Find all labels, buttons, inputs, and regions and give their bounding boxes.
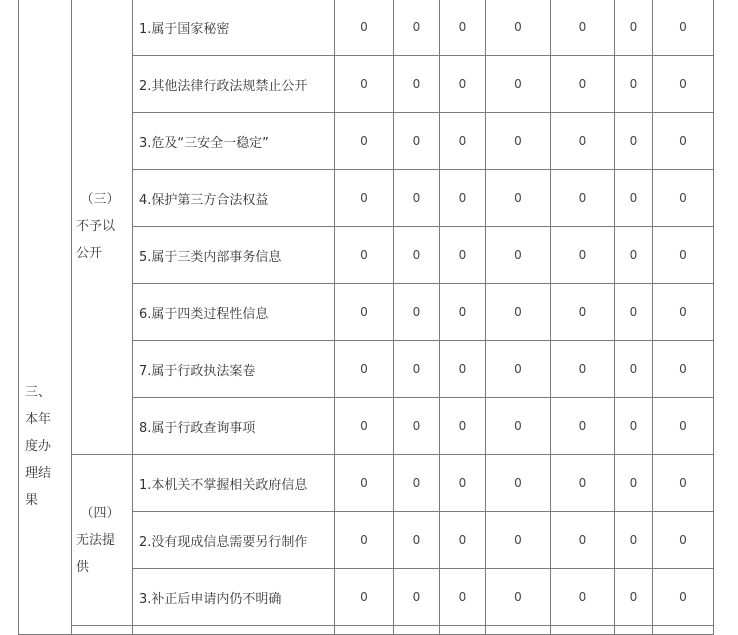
empty-cell <box>394 626 440 635</box>
value-cell: 0 <box>335 398 394 455</box>
value-cell: 0 <box>440 284 486 341</box>
value-cell: 0 <box>486 170 551 227</box>
value-cell: 0 <box>653 569 714 626</box>
value-cell: 0 <box>440 227 486 284</box>
table-row <box>19 0 714 56</box>
value-cell: 0 <box>551 398 615 455</box>
group-title: （三） <box>80 192 120 207</box>
value-cell: 0 <box>394 284 440 341</box>
row-label: 3.危及“三安全一稳定” <box>133 113 335 170</box>
value-cell: 0 <box>551 56 615 113</box>
value-cell: 0 <box>335 569 394 626</box>
value-cell: 0 <box>653 398 714 455</box>
main-category-label: 度办 <box>25 439 52 454</box>
value-cell: 0 <box>551 341 615 398</box>
group-cell <box>72 0 133 455</box>
main-category-cell <box>19 0 72 635</box>
row-label: 2.没有现成信息需要另行制作 <box>133 512 335 569</box>
value-cell: 0 <box>551 284 615 341</box>
row-label: 5.属于三类内部事务信息 <box>133 227 335 284</box>
value-cell: 0 <box>653 227 714 284</box>
main-category-label: 本年 <box>25 412 52 427</box>
value-cell: 0 <box>335 0 394 56</box>
value-cell: 0 <box>615 569 653 626</box>
empty-cell <box>486 626 551 635</box>
value-cell: 0 <box>486 569 551 626</box>
row-label: 1.本机关不掌握相关政府信息 <box>133 455 335 512</box>
group-label: 无法提 <box>76 532 116 548</box>
value-cell: 0 <box>653 113 714 170</box>
value-cell: 0 <box>615 170 653 227</box>
value-cell: 0 <box>394 56 440 113</box>
value-cell: 0 <box>551 455 615 512</box>
value-cell: 0 <box>394 569 440 626</box>
value-cell: 0 <box>440 398 486 455</box>
value-cell: 0 <box>486 227 551 284</box>
value-cell: 0 <box>653 170 714 227</box>
value-cell: 0 <box>394 113 440 170</box>
value-cell: 0 <box>394 227 440 284</box>
value-cell: 0 <box>440 569 486 626</box>
value-cell: 0 <box>440 341 486 398</box>
value-cell: 0 <box>615 512 653 569</box>
value-cell: 0 <box>335 170 394 227</box>
value-cell: 0 <box>335 284 394 341</box>
value-cell: 0 <box>394 512 440 569</box>
value-cell: 0 <box>486 284 551 341</box>
value-cell: 0 <box>653 0 714 56</box>
value-cell: 0 <box>653 455 714 512</box>
empty-cell <box>653 626 714 635</box>
group-label: 公开 <box>76 246 103 261</box>
value-cell: 0 <box>394 170 440 227</box>
value-cell: 0 <box>551 0 615 56</box>
value-cell: 0 <box>486 455 551 512</box>
value-cell: 0 <box>653 512 714 569</box>
main-category-label: 果 <box>25 493 39 508</box>
main-category-label: 理结 <box>25 466 52 481</box>
value-cell: 0 <box>440 0 486 56</box>
value-cell: 0 <box>653 341 714 398</box>
value-cell: 0 <box>335 512 394 569</box>
value-cell: 0 <box>653 284 714 341</box>
value-cell: 0 <box>551 569 615 626</box>
empty-cell <box>615 626 653 635</box>
table-row <box>19 455 714 512</box>
value-cell: 0 <box>551 227 615 284</box>
value-cell: 0 <box>551 512 615 569</box>
row-label: 6.属于四类过程性信息 <box>133 284 335 341</box>
group-cell <box>72 455 133 626</box>
value-cell: 0 <box>486 341 551 398</box>
value-cell: 0 <box>486 398 551 455</box>
value-cell: 0 <box>653 56 714 113</box>
value-cell: 0 <box>486 113 551 170</box>
value-cell: 0 <box>394 398 440 455</box>
value-cell: 0 <box>335 341 394 398</box>
table-row-partial <box>19 626 714 635</box>
main-category-label: 三、 <box>25 385 52 400</box>
value-cell: 0 <box>335 227 394 284</box>
value-cell: 0 <box>615 227 653 284</box>
value-cell: 0 <box>486 512 551 569</box>
value-cell: 0 <box>615 56 653 113</box>
value-cell: 0 <box>335 56 394 113</box>
value-cell: 0 <box>486 56 551 113</box>
group-label: 不予以 <box>76 219 116 234</box>
group-title: （四） <box>80 505 120 521</box>
value-cell: 0 <box>551 113 615 170</box>
row-label: 7.属于行政执法案卷 <box>133 341 335 398</box>
value-cell: 0 <box>394 341 440 398</box>
row-label: 1.属于国家秘密 <box>133 0 335 56</box>
value-cell: 0 <box>440 113 486 170</box>
row-label: 4.保护第三方合法权益 <box>133 170 335 227</box>
result-table <box>18 0 714 635</box>
value-cell: 0 <box>615 113 653 170</box>
value-cell: 0 <box>394 455 440 512</box>
value-cell: 0 <box>440 56 486 113</box>
value-cell: 0 <box>440 512 486 569</box>
value-cell: 0 <box>486 0 551 56</box>
empty-cell <box>335 626 394 635</box>
value-cell: 0 <box>615 341 653 398</box>
value-cell: 0 <box>615 0 653 56</box>
row-label: 2.其他法律行政法规禁止公开 <box>133 56 335 113</box>
value-cell: 0 <box>615 455 653 512</box>
group-label: 供 <box>76 559 90 575</box>
empty-cell <box>551 626 615 635</box>
empty-cell <box>133 626 335 635</box>
row-label: 3.补正后申请内仍不明确 <box>133 569 335 626</box>
row-label: 8.属于行政查询事项 <box>133 398 335 455</box>
empty-cell <box>72 626 133 635</box>
value-cell: 0 <box>335 455 394 512</box>
value-cell: 0 <box>335 113 394 170</box>
value-cell: 0 <box>615 284 653 341</box>
value-cell: 0 <box>440 455 486 512</box>
value-cell: 0 <box>551 170 615 227</box>
value-cell: 0 <box>394 0 440 56</box>
value-cell: 0 <box>615 398 653 455</box>
empty-cell <box>440 626 486 635</box>
value-cell: 0 <box>440 170 486 227</box>
